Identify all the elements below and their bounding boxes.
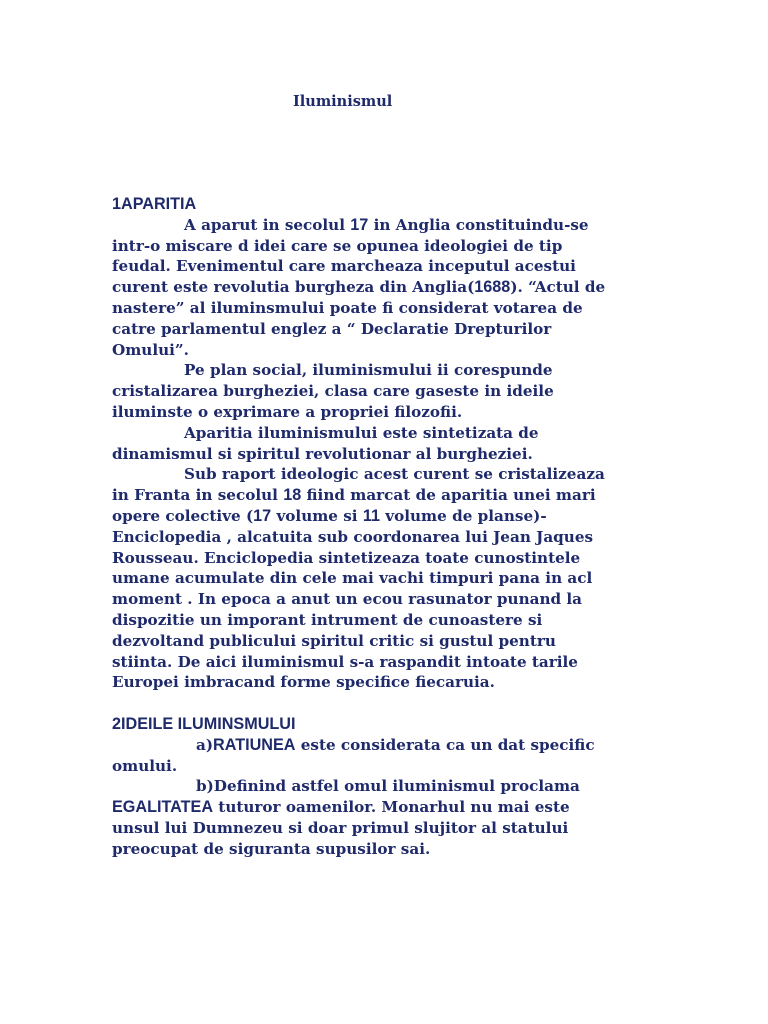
paragraph-line: Pe plan social, iluminismului ii corespunde [184,361,553,380]
document-title: Iluminismul [293,93,393,110]
paragraph-line: opere colective (17 volume si 11 volume de planse)- [112,506,547,525]
paragraph-line: stiinta. De aici iluminismul s-a raspandit intoate tarile [112,652,578,671]
paragraph-line: dispozitie un imporant intrument de cunoastere si [112,610,543,629]
paragraph-line: moment . In epoca a anut un ecou rasunator punand la [112,590,583,609]
paragraph-line: umane acumulate din cele mai vachi timpuri pana in acl [112,569,593,588]
paragraph-line: cristalizarea burgheziei, clasa care gaseste in ideile [112,382,554,401]
paragraph-line: Omului”. [112,340,189,359]
document-body [112,194,652,860]
paragraph-line: intr-o miscare d idei care se opunea ideologiei de tip [112,236,563,255]
paragraph-line: EGALITATEA tuturor oamenilor. Monarhul nu mai este [112,798,570,817]
paragraph-line: iluminste o exprimare a propriei filozofii. [112,402,463,421]
paragraph-line: Aparitia iluminismului este sintetizata de [184,423,539,442]
paragraph-line: feudal. Evenimentul care marcheaza inceputul acestui [112,257,576,276]
paragraph-line: dezvoltand publicului spiritul critic si gustul pentru [112,631,556,650]
section-gap [112,693,652,714]
paragraph-line: Europei imbracand forme specifice fiecaruia. [112,673,495,692]
paragraph-line: a)RATIUNEA este considerata ca un dat specific [196,735,595,754]
paragraph-line: in Franta in secolul 18 fiind marcat de aparitia unei mari [112,486,596,505]
paragraph-line: Sub raport ideologic acest curent se cristalizeaza [184,465,605,484]
paragraph-line: Enciclopedia , alcatuita sub coordonarea lui Jean Jaques [112,527,594,546]
section-heading-aparitia: 1APARITIA [112,195,197,213]
paragraph-line: dinamismul si spiritul revolutionar al burgheziei. [112,444,533,463]
paragraph-line: omului. [112,756,178,775]
paragraph-line: curent este revolutia burgheza din Anglia(1688). “Actul de [112,278,606,297]
section-heading-ideile: 2IDEILE ILUMINSMULUI [112,714,296,733]
paragraph-line: b)Definind astfel omul iluminismul proclama [196,777,580,796]
paragraph-line: nastere” al iluminsmului poate fi considerat votarea de [112,298,583,317]
paragraph-line: A aparut in secolul 17 in Anglia constituindu-se [184,215,589,234]
paragraph-line: unsul lui Dumnezeu si doar primul slujitor al statului [112,818,569,837]
paragraph-line: Rousseau. Enciclopedia sintetizeaza toate cunostintele [112,548,581,567]
paragraph-line: preocupat de siguranta supusilor sai. [112,839,431,858]
paragraph-line: catre parlamentul englez a “ Declaratie Drepturilor [112,319,552,338]
